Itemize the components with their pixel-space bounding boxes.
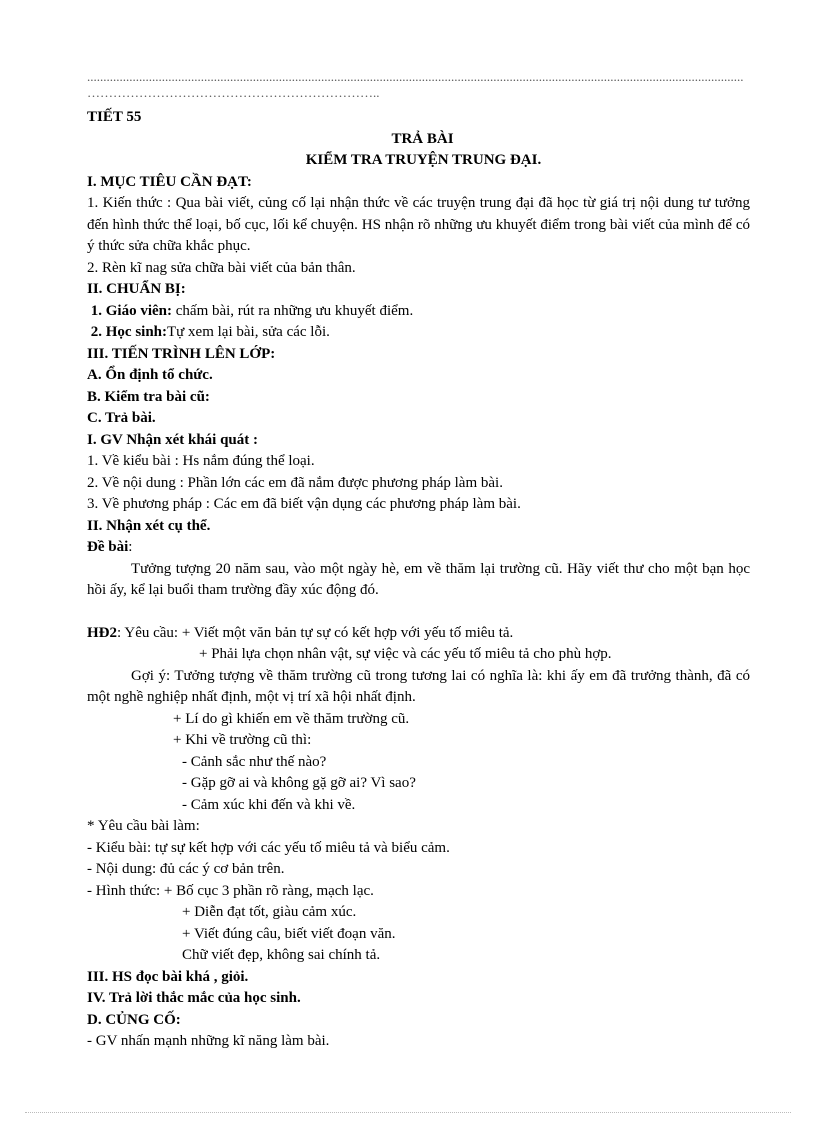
requirements-heading: * Yêu cầu bài làm:	[87, 818, 200, 834]
paragraph: 2. Rèn kĩ nag sửa chữa bài viết của bản thân.	[87, 259, 356, 276]
list-item: - GV nhấn mạnh những kĩ năng làm bài.	[87, 1033, 330, 1049]
list-item: - Cảnh sắc như thế nào?	[182, 753, 327, 770]
list-item: - Hình thức: + Bố cục 3 phần rõ ràng, mạch lạc.	[87, 882, 374, 899]
list-item	[87, 322, 750, 344]
subsection-heading: A. Ổn định tổ chức.	[87, 367, 213, 383]
item-label: 2. Học sinh:	[90, 324, 168, 340]
dotted-line: …………………………………………………………..	[87, 86, 380, 100]
section-heading: II. CHUẨN BỊ:	[87, 281, 186, 297]
list-item: - Nội dung: đủ các ý cơ bản trên.	[87, 861, 285, 877]
list-item: + Diễn đạt tốt, giàu cảm xúc.	[182, 904, 357, 920]
list-item	[87, 301, 750, 323]
item-label: 1. Giáo viên:	[90, 302, 172, 319]
list-item: 3. Về phương pháp : Các em đã biết vận dụng các phương pháp làm bài.	[87, 496, 521, 512]
title-line-2: KIỂM TRA TRUYỆN TRUNG ĐẠI.	[305, 152, 542, 168]
paragraph: 1. Kiến thức : Qua bài viết, củng cố lại nhận thức về các truyện trung đại đã học từ giá trị nội dung tư tưởng đến hình thức thể loại, bố cục, lối kể chuyện. HS nhận rõ những ưu khuyết điểm trong bài viết của mình để có ý thức sửa chữa khắc phục.	[87, 195, 750, 254]
list-item: + Lí do gì khiến em về thăm trường cũ.	[173, 710, 410, 727]
subsection-heading: III. HS đọc bài khá , giỏi.	[87, 968, 249, 985]
prompt-label	[87, 537, 750, 559]
hd2-text: : Yêu cầu: + Viết một văn bản tự sự có kết hợp với yếu tố miêu tả.	[117, 624, 514, 641]
document-page	[87, 70, 750, 1053]
hd2-line: + Phải lựa chọn nhân vật, sự việc và các yếu tố miêu tả cho phù hợp.	[199, 646, 612, 662]
subsection-heading: B. Kiểm tra bài cũ:	[87, 388, 210, 405]
subsection-heading: I. GV Nhận xét khái quát :	[87, 431, 259, 448]
list-item: 2. Về nội dung : Phần lớn các em đã nắm được phương pháp làm bài.	[87, 474, 503, 491]
lesson-number: TIẾT 55	[87, 109, 142, 125]
list-item: + Viết đúng câu, biết viết đoạn văn.	[182, 925, 396, 942]
prompt-label-text: Đề bài	[87, 539, 129, 555]
item-text: chấm bài, rút ra những ưu khuyết điểm.	[172, 302, 414, 319]
subsection-heading: IV. Trả lời thắc mắc của học sinh.	[87, 990, 301, 1006]
subsection-heading: C. Trả bài.	[87, 410, 156, 426]
dotted-line: ..........................................................................................................................................................................................................	[87, 70, 744, 84]
section-heading: I. MỤC TIÊU CẦN ĐẠT:	[87, 173, 252, 190]
list-item: - Cảm xúc khi đến và khi về.	[182, 796, 356, 813]
hd2-label: HĐ2	[87, 624, 117, 641]
section-heading: III. TIẾN TRÌNH LÊN LỚP:	[87, 345, 276, 362]
hd2-line	[87, 623, 750, 645]
page-bottom-border	[25, 1112, 791, 1113]
suggestion-paragraph: Gợi ý: Tưởng tượng về thăm trường cũ trong tương lai có nghĩa là: khi ấy em đã trưởng thành, đã có một nghề nghiệp nhất định, một vị trí xã hội nhất định.	[87, 667, 750, 705]
list-item: Chữ viết đẹp, không sai chính tả.	[182, 947, 381, 963]
list-item: - Kiểu bài: tự sự kết hợp với các yếu tố miêu tả và biểu cảm.	[87, 839, 450, 856]
section-heading: D. CỦNG CỐ:	[87, 1011, 181, 1028]
spacer	[87, 602, 750, 623]
prompt-text: Tưởng tượng 20 năm sau, vào một ngày hè, em về thăm lại trường cũ. Hãy viết thư cho một bạn học hồi ấy, kể lại buổi tham trường đầy xúc động đó.	[87, 560, 750, 598]
prompt-label-colon: :	[128, 539, 133, 555]
item-text: Tự xem lại bài, sửa các lỗi.	[167, 324, 330, 340]
title-line-1: TRẢ BÀI	[391, 130, 454, 147]
list-item: 1. Về kiểu bài : Hs nắm đúng thể loại.	[87, 453, 315, 469]
list-item: + Khi về trường cũ thì:	[173, 732, 312, 748]
list-item: - Gặp gỡ ai và không gặ gỡ ai? Vì sao?	[182, 775, 416, 791]
subsection-heading: II. Nhận xét cụ thể.	[87, 517, 211, 534]
